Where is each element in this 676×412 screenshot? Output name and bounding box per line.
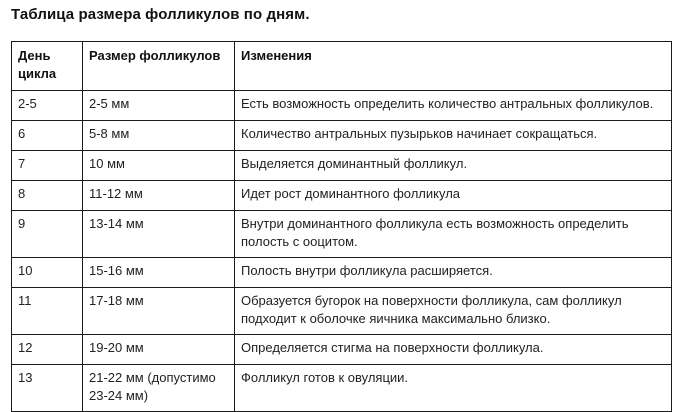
cell-changes: Образуется бугорок на поверхности фолликула, сам фолликул подходит к оболочке яичника максимально близко. (235, 288, 672, 335)
cell-day: 11 (12, 288, 83, 335)
table-row (12, 211, 672, 258)
cell-day: 9 (12, 211, 83, 258)
cell-day: 7 (12, 151, 83, 181)
cell-day: 13 (12, 365, 83, 412)
header-changes: Изменения (235, 42, 672, 91)
cell-day: 6 (12, 121, 83, 151)
cell-day: 10 (12, 258, 83, 288)
header-size: Размер фолликулов (83, 42, 235, 91)
cell-day: 2-5 (12, 91, 83, 121)
table-row (12, 365, 672, 412)
cell-day: 8 (12, 181, 83, 211)
cell-size: 2-5 мм (83, 91, 235, 121)
table-row (12, 258, 672, 288)
cell-day: 12 (12, 335, 83, 365)
table-row (12, 335, 672, 365)
cell-size: 17-18 мм (83, 288, 235, 335)
header-day: День цикла (12, 42, 83, 91)
cell-changes: Фолликул готов к овуляции. (235, 365, 672, 412)
cell-changes: Есть возможность определить количество антральных фолликулов. (235, 91, 672, 121)
table-row (12, 121, 672, 151)
cell-size: 19-20 мм (83, 335, 235, 365)
cell-size: 5-8 мм (83, 121, 235, 151)
cell-changes: Идет рост доминантного фолликула (235, 181, 672, 211)
follicle-size-table (11, 41, 672, 412)
table-row (12, 151, 672, 181)
table-header-row (12, 42, 672, 91)
table-row (12, 181, 672, 211)
cell-size: 10 мм (83, 151, 235, 181)
cell-size: 11-12 мм (83, 181, 235, 211)
page-title: Таблица размера фолликулов по дням. (11, 6, 310, 23)
cell-size: 21-22 мм (допустимо 23-24 мм) (83, 365, 235, 412)
cell-changes: Количество антральных пузырьков начинает сокращаться. (235, 121, 672, 151)
table-row (12, 91, 672, 121)
table-row (12, 288, 672, 335)
cell-size: 15-16 мм (83, 258, 235, 288)
cell-changes: Определяется стигма на поверхности фолликула. (235, 335, 672, 365)
cell-changes: Полость внутри фолликула расширяется. (235, 258, 672, 288)
cell-changes: Выделяется доминантный фолликул. (235, 151, 672, 181)
cell-changes: Внутри доминантного фолликула есть возможность определить полость с ооцитом. (235, 211, 672, 258)
cell-size: 13-14 мм (83, 211, 235, 258)
